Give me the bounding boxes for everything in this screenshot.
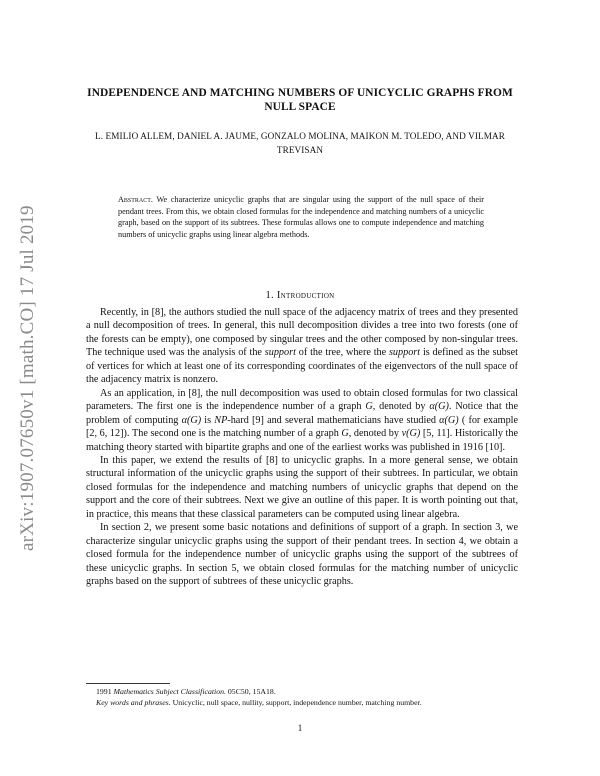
footnote-rule: [86, 683, 170, 684]
footnotes: [86, 686, 518, 708]
paragraph: In this paper, we extend the results of [8] to unicyclic graphs. In a more general sense, we obtain structural information of the unicyclic graphs using the support of their subtrees. In particular, we obtain closed formulas for the independence and matching numbers of unicyclic graphs that depend on the support and the core of their subtrees. Next we give an outline of this paper. It is worth pointing out that, in practice, this means that these classical parameters can be computed using linear algebra.: [86, 454, 518, 520]
text-run: 1991: [96, 687, 114, 696]
text-run: , denoted by: [348, 428, 402, 440]
math: α(G): [429, 401, 449, 413]
text-run: , denoted by: [372, 401, 430, 413]
text-run: 05C50, 15A18.: [225, 687, 276, 696]
abstract-label: Abstract.: [118, 195, 153, 204]
math: G: [341, 428, 349, 440]
arxiv-identifier-stamp: arXiv:1907.07650v1 [math.CO] 17 Jul 2019: [17, 205, 38, 551]
section-heading: [100, 290, 500, 301]
paragraph: [86, 306, 518, 387]
abstract: [118, 194, 484, 240]
footnote-label: Key words and phrases.: [96, 698, 171, 708]
author-list: L. EMILIO ALLEM, DANIEL A. JAUME, GONZALO MOLINA, MAIKON M. TOLEDO, AND VILMAR TREVISAN: [95, 131, 505, 155]
text-run: As an application, in [8], the null decomposition was used to obtain closed formulas for two classical parameters. The first one is the independence number of a graph: [86, 387, 518, 413]
math: NP: [214, 414, 228, 426]
emphasis: support: [388, 347, 421, 359]
footnote-msc: [86, 686, 518, 697]
page-number: 1: [297, 723, 303, 733]
math: G: [365, 401, 373, 413]
math: ν(G): [401, 428, 421, 440]
section-title: Introduction: [276, 290, 335, 301]
text-run: . Notice that the problem of computing: [86, 401, 518, 426]
introduction-body: [86, 306, 518, 589]
text-run: ( for example [2, 6, 12]). The second one is the matching number of a graph: [86, 414, 519, 440]
text-run: is defined as the subset of vertices for which at least one of its corresponding coordinates of the eigenvectors of the null space of the adjacency matrix is nonzero.: [86, 347, 518, 386]
text-run: Unicyclic, null space, nullity, support, independence number, matching number.: [170, 698, 422, 708]
paragraph: [86, 387, 518, 454]
text-run: is: [201, 414, 215, 426]
text-run: [5, 11]. Historically the matching theory started with bipartite graphs and one of the earliest works was published in 1916 [10].: [86, 428, 519, 453]
text-run: -hard [9] and several mathematicians have studied: [227, 414, 440, 426]
text-run: of the tree, where the: [295, 347, 389, 359]
footnote-keywords: [86, 697, 518, 708]
emphasis: support: [264, 347, 296, 359]
paragraph: In section 2, we present some basic notations and definitions of support of a graph. In section 3, we characterize singular unicyclic graphs using the support of their pendant trees. In section 4, we obtain a closed formula for the independence number of unicyclic graphs using the support of the subtrees of these unicyclic graphs. In section 5, we obtain closed formulas for the matching number of unicyclic graphs based on the support of subtrees of these unicyclic graphs.: [86, 522, 518, 588]
paper-title: INDEPENDENCE AND MATCHING NUMBERS OF UNICYCLIC GRAPHS FROM NULL SPACE: [87, 87, 513, 113]
math: α(G): [181, 414, 202, 426]
section-number: 1.: [265, 290, 274, 301]
text-run: Recently, in [8], the authors studied the null space of the adjacency matrix of trees and they presented a null decomposition of trees. In general, this null decomposition divides a tree into two forests (one of the forests can be empty), one composed by singular trees and the other composed by non-singular trees. The technique used was the analysis of the: [86, 307, 518, 359]
footnote-label: Mathematics Subject Classification.: [113, 687, 226, 696]
abstract-text: We characterize unicyclic graphs that are singular using the support of the null space of their pendant trees. From this, we obtain closed formulas for the independence and matching numbers of a unicyclic graph, based on the support of its subtrees. These formulas allows one to compute independence and matching numbers of unicyclic graphs using linear algebra methods.: [118, 195, 484, 239]
math: α(G): [439, 414, 459, 426]
